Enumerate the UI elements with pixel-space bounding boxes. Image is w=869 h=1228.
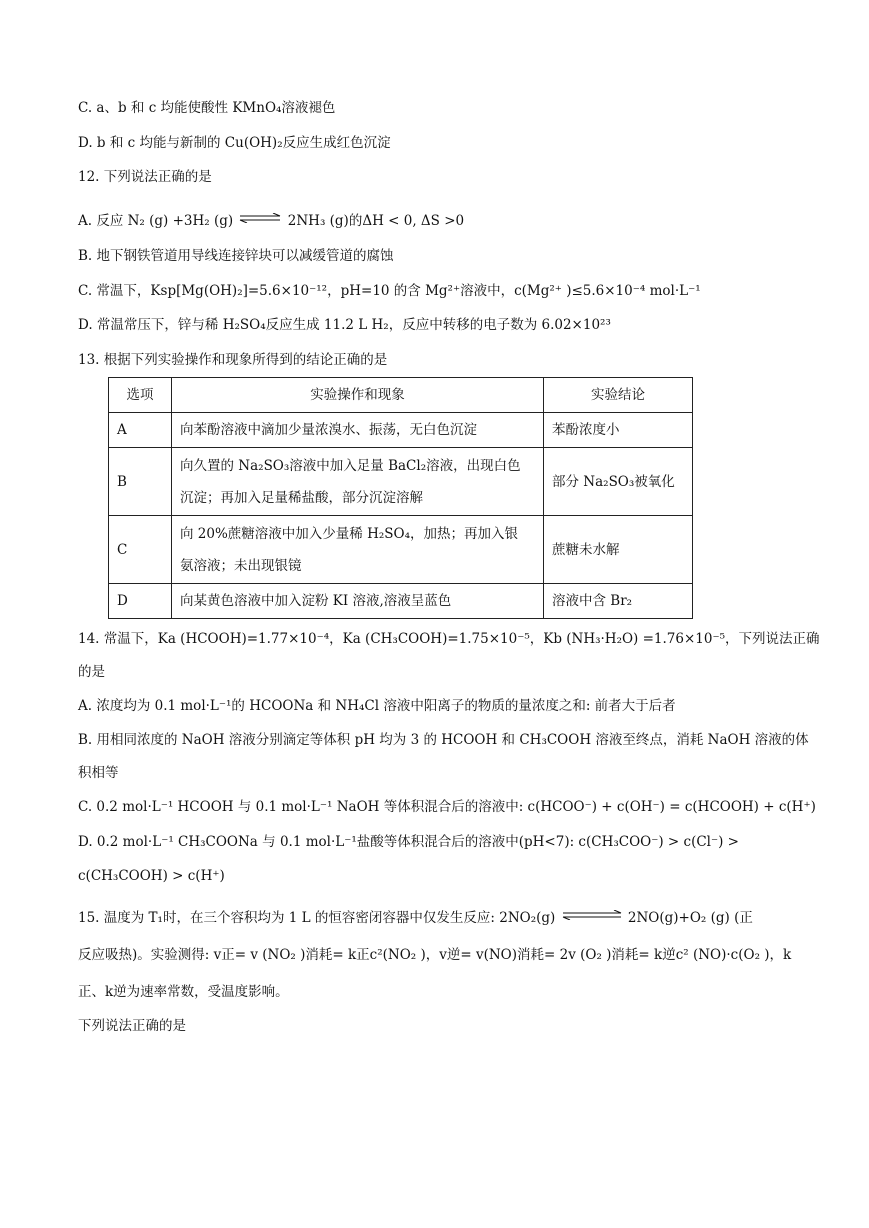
q15-stem-post: 2NO(g)+O₂ (g) (正	[627, 910, 753, 926]
header-operation: 实验操作和现象	[172, 378, 544, 413]
question-14-option-b-line-1: B. 用相同浓度的 NaOH 溶液分别滴定等体积 pH 均为 3 的 HCOOH 和 CH₃COOH 溶液至终点，消耗 NaOH 溶液的体	[78, 732, 809, 748]
question-14-option-b-line-2: 积相等	[78, 765, 119, 781]
question-14-option-d-line-1: D. 0.2 mol·L⁻¹ CH₃COONa 与 0.1 mol·L⁻¹盐酸等体积混合后的溶液中(pH<7): c(CH₃COO⁻) > c(Cl⁻) >	[78, 834, 739, 850]
question-12-option-c: C. 常温下，Ksp[Mg(OH)₂]=5.6×10⁻¹²，pH=10 的含 Mg²⁺溶液中，c(Mg²⁺ )≤5.6×10⁻⁴ mol·L⁻¹	[78, 283, 701, 299]
question-12-stem: 12. 下列说法正确的是	[78, 169, 212, 185]
question-14-stem-line-1: 14. 常温下，Ka (HCOOH)=1.77×10⁻⁴，Ka (CH₃COOH)=1.75×10⁻⁵，Kb (NH₃·H₂O) =1.76×10⁻⁵，下列说法正确	[78, 631, 820, 647]
row-conclusion: 蔗糖未水解	[544, 516, 693, 584]
question-15-stem-line-2: 反应吸热)。实验测得: v正= v (NO₂ )消耗= k正c²(NO₂ )，v逆= v(NO)消耗= 2v (O₂ )消耗= k逆c² (NO)·c(O₂ )，k	[78, 947, 792, 963]
row-option: C	[109, 516, 172, 584]
question-15-stem-line-4: 下列说法正确的是	[78, 1018, 186, 1034]
q12a-products: 2NH₃ (g)的ΔH < 0, ΔS >0	[287, 213, 465, 229]
question-15-stem-line-3: 正、k逆为速率常数，受温度影响。	[78, 984, 289, 1000]
question-11-option-c: C. a、b 和 c 均能使酸性 KMnO₄溶液褪色	[78, 100, 336, 116]
table-row	[109, 584, 693, 619]
question-14-option-c: C. 0.2 mol·L⁻¹ HCOOH 与 0.1 mol·L⁻¹ NaOH 等体积混合后的溶液中: c(HCOO⁻) + c(OH⁻) = c(HCOOH) + c(H⁺)	[78, 799, 816, 815]
row-conclusion: 苯酚浓度小	[544, 413, 693, 448]
row-operation-line-2: 沉淀；再加入足量稀盐酸，部分沉淀溶解	[180, 489, 423, 506]
row-option: D	[109, 584, 172, 619]
row-option: B	[109, 448, 172, 516]
row-operation	[172, 516, 544, 584]
question-12-option-d: D. 常温常压下，锌与稀 H₂SO₄反应生成 11.2 L H₂，反应中转移的电子数为 6.02×10²³	[78, 317, 611, 333]
row-operation	[172, 448, 544, 516]
question-12-option-b: B. 地下钢铁管道用导线连接锌块可以减缓管道的腐蚀	[78, 248, 394, 264]
table-row	[109, 413, 693, 448]
question-12-option-a	[78, 211, 464, 231]
row-conclusion: 部分 Na₂SO₃被氧化	[544, 448, 693, 516]
row-option: A	[109, 413, 172, 448]
table-header-row	[109, 378, 693, 413]
row-operation: 向苯酚溶液中滴加少量浓溴水、振荡，无白色沉淀	[172, 413, 544, 448]
question-11-option-d: D. b 和 c 均能与新制的 Cu(OH)₂反应生成红色沉淀	[78, 135, 391, 151]
row-operation-line-1: 向 20%蔗糖溶液中加入少量稀 H₂SO₄，加热；再加入银	[180, 525, 519, 542]
equilibrium-arrow-icon	[562, 910, 622, 920]
question-14-option-a: A. 浓度均为 0.1 mol·L⁻¹的 HCOONa 和 NH₄Cl 溶液中阳离子的物质的量浓度之和: 前者大于后者	[78, 698, 676, 714]
q15-stem-pre: 15. 温度为 T₁时，在三个容积均为 1 L 的恒容密闭容器中仅发生反应: 2NO₂(g)	[78, 910, 556, 926]
header-conclusion: 实验结论	[544, 378, 693, 413]
experiment-table	[108, 377, 693, 619]
row-operation-line-2: 氨溶液；未出现银镜	[180, 557, 302, 574]
question-13-stem: 13. 根据下列实验操作和现象所得到的结论正确的是	[78, 352, 388, 368]
table-row	[109, 516, 693, 584]
question-14-stem-line-2: 的是	[78, 664, 105, 680]
q12a-reactants: A. 反应 N₂ (g) +3H₂ (g)	[78, 213, 234, 229]
header-option: 选项	[109, 378, 172, 413]
equilibrium-arrow-icon	[239, 213, 281, 223]
row-operation: 向某黄色溶液中加入淀粉 KI 溶液,溶液呈蓝色	[172, 584, 544, 619]
question-14-option-d-line-2: c(CH₃COOH) > c(H⁺)	[78, 868, 225, 884]
row-conclusion: 溶液中含 Br₂	[544, 584, 693, 619]
row-operation-line-1: 向久置的 Na₂SO₃溶液中加入足量 BaCl₂溶液，出现白色	[180, 457, 521, 474]
question-15-stem-line-1	[78, 908, 753, 928]
table-row	[109, 448, 693, 516]
